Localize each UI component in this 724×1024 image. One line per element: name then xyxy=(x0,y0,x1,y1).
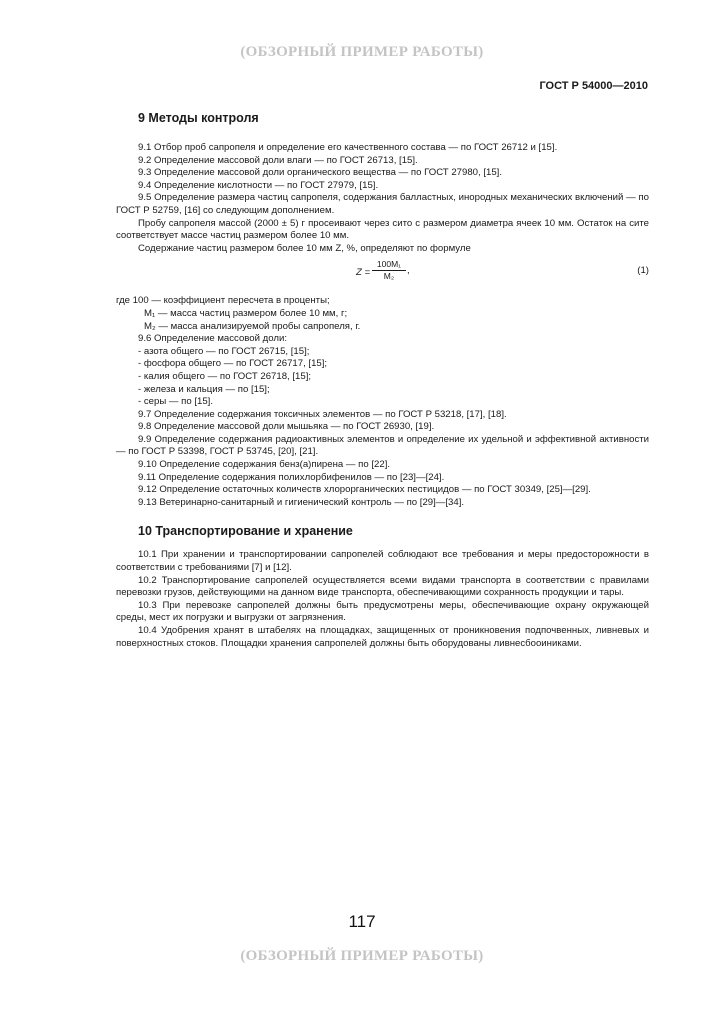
item-9-6-iron-calcium: - железа и кальция — по [15]; xyxy=(138,383,270,395)
where-line: где 100 — коэффициент пересчета в проценты; xyxy=(116,295,330,307)
item-10-4: 10.4 Удобрения хранят в штабелях на площадках, защищенных от проникновения подпочвенных, ливневых и поверхностных стоков. Площадки хранения сапропелей должны быть оборудованы ливнесбооиниками. xyxy=(116,625,649,649)
item-9-13: 9.13 Ветеринарно-санитарный и гигиенический контроль — по [29]—[34]. xyxy=(138,496,465,508)
item-9-4: 9.4 Определение кислотности — по ГОСТ 27979, [15]. xyxy=(138,179,379,191)
item-10-3: 10.3 При перевозке сапропелей должны быть предусмотрены меры, обеспечивающие охрану окружающей среды, мест их погрузки и выгрузки от загрязнения. xyxy=(116,599,649,624)
item-9-11: 9.11 Определение содержания полихлорбифенилов — по [23]—[24]. xyxy=(138,471,445,483)
item-9-1: 9.1 Отбор проб сапропеля и определение его качественного состава — по ГОСТ 26712 и [15]. xyxy=(138,142,558,153)
formula-1 xyxy=(116,257,649,291)
formula-intro: Содержание частиц размером более 10 мм Z, %, определяют по формуле xyxy=(138,242,471,254)
page-number: 117 xyxy=(348,912,376,931)
def-m1: M₁ — масса частиц размером более 10 мм, г; xyxy=(144,307,348,319)
formula-fraction xyxy=(372,259,406,282)
formula-numerator: 100M₁ xyxy=(372,259,406,271)
formula-lhs: Z = xyxy=(356,267,371,279)
item-10-2: 10.2 Транспортирование сапропелей осуществляется всеми видами транспорта в соответствии с правилами перевозки грузов, действующими на данном виде транспорта, обеспечивающими сохранность продукции и тары. xyxy=(116,574,649,599)
item-9-6: 9.6 Определение массовой доли: xyxy=(138,333,287,345)
section-10-title: 10 Транспортирование и хранение xyxy=(138,524,353,539)
item-9-10: 9.10 Определение содержания бенз(а)пирена — по [22]. xyxy=(138,459,391,471)
watermark-top: (ОБЗОРНЫЙ ПРИМЕР РАБОТЫ) xyxy=(240,44,484,60)
item-10-1: 10.1 При хранении и транспортировании сапропелей соблюдают все требования и меры предосторожности в соответствии с требованиями [7] и [12]. xyxy=(116,549,649,574)
item-9-8: 9.8 Определение массовой доли мышьяка — по ГОСТ 26930, [19]. xyxy=(138,421,435,433)
formula-comma: , xyxy=(407,265,410,277)
formula-denominator: M₂ xyxy=(383,271,395,282)
item-9-12: 9.12 Определение остаточных количеств хлорорганических пестицидов — по ГОСТ 30349, [25]—[29]. xyxy=(138,484,591,496)
watermark-bottom: (ОБЗОРНЫЙ ПРИМЕР РАБОТЫ) xyxy=(240,948,484,964)
item-9-6-phosphorus: - фосфора общего — по ГОСТ 26717, [15]; xyxy=(138,358,328,370)
def-m2: M₂ — масса анализируемой пробы сапропеля, г. xyxy=(144,320,361,332)
item-9-6-nitrogen: - азота общего — по ГОСТ 26715, [15]; xyxy=(138,345,310,357)
item-9-2: 9.2 Определение массовой доли влаги — по ГОСТ 26713, [15]. xyxy=(138,154,418,166)
item-9-9: 9.9 Определение содержания радиоактивных элементов и определение их удельной и эффективной активности — по ГОСТ Р 53398, ГОСТ Р 53745, [20], [21]. xyxy=(116,433,649,458)
item-9-7: 9.7 Определение содержания токсичных элементов — по ГОСТ Р 53218, [17], [18]. xyxy=(138,408,507,420)
document-body xyxy=(116,110,649,650)
item-9-6-sulfur: - серы — по [15]. xyxy=(138,396,214,408)
item-9-6-potassium: - калия общего — по ГОСТ 26718, [15]; xyxy=(138,370,312,382)
section-9-title: 9 Методы контроля xyxy=(138,111,259,125)
item-9-3: 9.3 Определение массовой доли органического вещества — по ГОСТ 27980, [15]. xyxy=(138,167,503,179)
sieve-paragraph: Пробу сапропеля массой (2000 ± 5) г просеивают через сито с размером диаметра ячеек 10 мм. Остаток на сите соответствует массе частиц размером более 10 мм. xyxy=(116,217,649,242)
formula-number: (1) xyxy=(637,265,649,277)
item-9-5: 9.5 Определение размера частиц сапропеля, содержания балластных, инородных механических включений — по ГОСТ Р 52759, [16] со следующим дополнением. xyxy=(116,192,649,216)
standard-code: ГОСТ Р 54000—2010 xyxy=(539,80,648,92)
